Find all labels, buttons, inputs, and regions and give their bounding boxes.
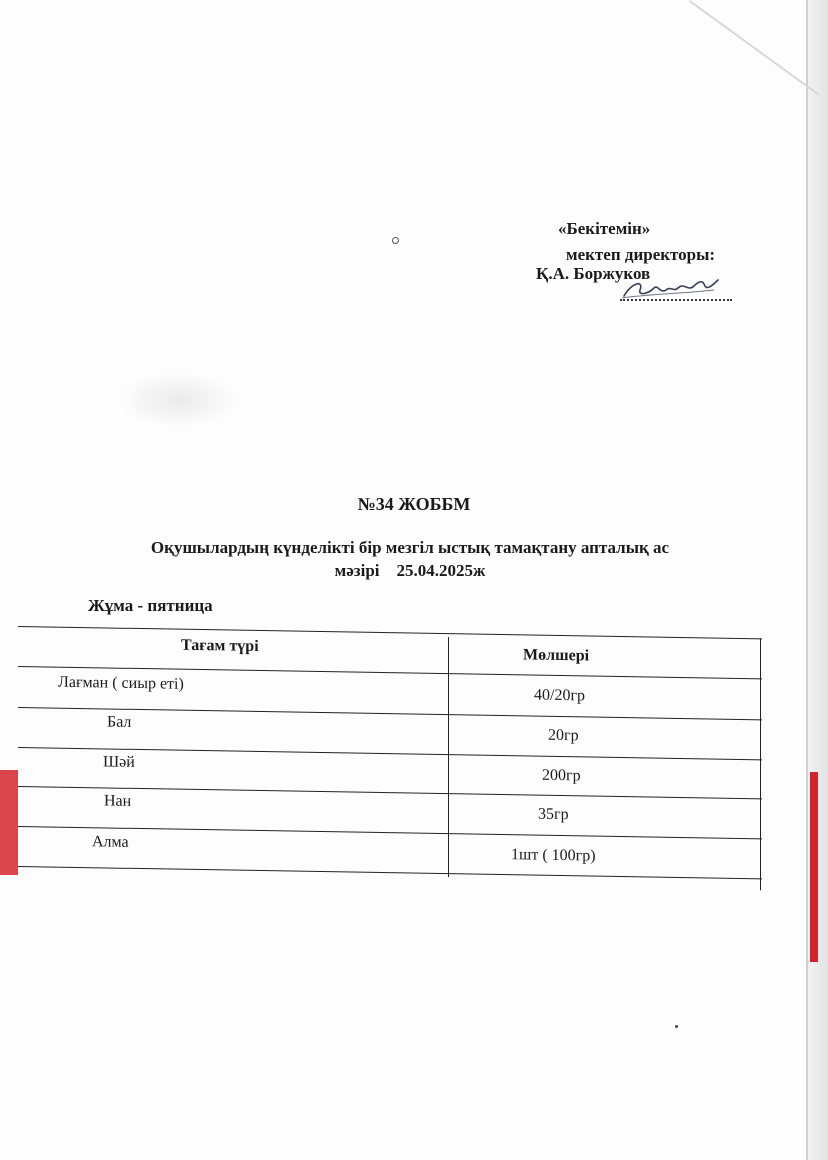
binder-tab-left [0,770,18,875]
row-amount: 200гр [542,766,581,785]
small-mark [392,237,399,244]
approval-name: Қ.А. Боржуков [536,264,651,283]
row-amount: 35гр [538,805,569,824]
day-label: Жұма - пятница [88,596,213,615]
approval-title: «Бекітемін» [558,219,651,238]
approval-position: мектеп директоры: [566,245,716,264]
menu-title [100,536,720,582]
signature-line [620,299,732,301]
menu-table [18,626,762,890]
menu-date: 25.04.2025ж [396,561,486,580]
table-right-border [760,638,761,890]
table-border-bottom [18,866,762,879]
page-edge [806,0,828,1160]
table-border-top [18,626,762,639]
page-fold-line [689,0,820,96]
table-border [18,826,762,839]
binder-tab-right [810,772,818,962]
menu-title-line1: Оқушылардың күнделікті бір мезгіл ыстық тамақтану апталық ас [150,538,670,557]
header-amount: Мөлшері [523,646,590,665]
row-amount: 40/20гр [534,686,586,705]
table-column-divider [448,637,449,877]
row-amount: 20гр [548,726,579,745]
row-dish: Нан [104,792,132,810]
row-dish: Шәй [103,753,135,771]
row-dish: Алма [92,833,129,851]
director-signature [618,274,728,302]
row-amount: 1шт ( 100гр) [511,846,596,865]
school-name: №34 ЖОББМ [357,494,471,514]
speck [675,1025,678,1028]
faint-stamp-trace [118,372,238,428]
menu-title-line2: мәзірі [334,561,380,580]
row-dish: Лағман ( сиыр еті) [58,673,184,693]
row-dish: Бал [107,713,132,731]
header-dish: Тағам түрі [181,636,259,655]
